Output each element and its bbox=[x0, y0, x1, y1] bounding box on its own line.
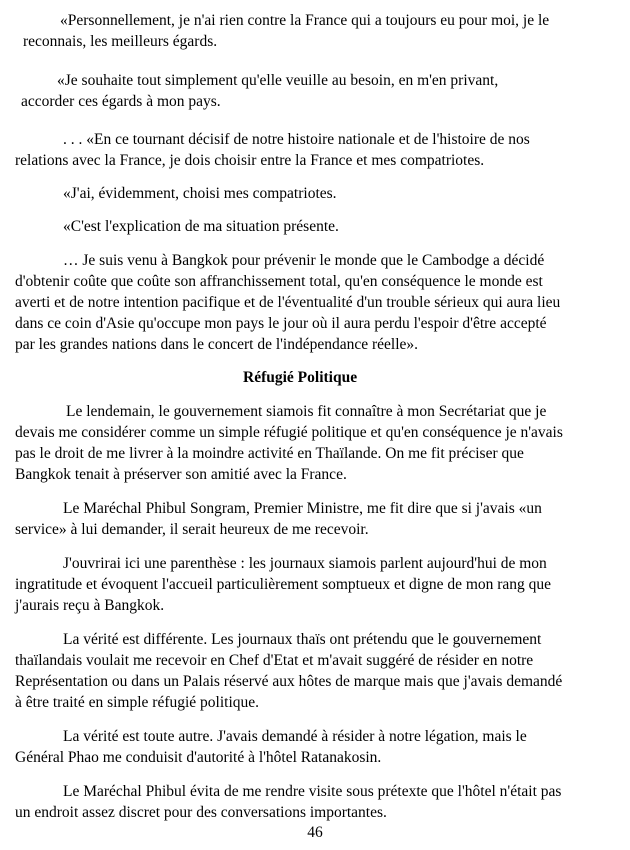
paragraph-1-line-1: «Personnellement, je n'ai rien contre la France qui a toujours eu pour moi, je le bbox=[60, 12, 550, 29]
paragraph-2-line-2: accorder ces égards à mon pays. bbox=[21, 93, 221, 110]
paragraph-8-line-3: pas le droit de me livrer à la moindre activité en Thaïlande. On me fit préciser que bbox=[15, 445, 524, 462]
paragraph-12-line-1: La vérité est toute autre. J'avais demandé à résider à notre légation, mais le bbox=[63, 728, 527, 745]
paragraph-5-line-1: «C'est l'explication de ma situation présente. bbox=[63, 218, 339, 235]
paragraph-4-line-1: «J'ai, évidemment, choisi mes compatriotes. bbox=[63, 185, 337, 202]
paragraph-11-line-4: à être traité en simple réfugié politique. bbox=[15, 694, 260, 711]
paragraph-13-line-2: un endroit assez discret pour des conversations importantes. bbox=[15, 804, 387, 821]
paragraph-6-line-1: … Je suis venu à Bangkok pour prévenir le monde que le Cambodge a décidé bbox=[63, 252, 545, 269]
paragraph-6-line-5: par les grandes nations dans le concert de l'indépendance réelle». bbox=[15, 336, 419, 353]
paragraph-9-line-1: Le Maréchal Phibul Songram, Premier Ministre, me fit dire que si j'avais «un bbox=[63, 500, 542, 517]
paragraph-10-line-3: j'aurais reçu à Bangkok. bbox=[15, 597, 165, 614]
paragraph-3-line-2: relations avec la France, je dois choisir entre la France et mes compatriotes. bbox=[15, 152, 485, 169]
paragraph-11-line-2: thaïlandais voulait me recevoir en Chef d'Etat et m'avait suggéré de résider en notre bbox=[15, 652, 534, 669]
paragraph-9-line-2: service» à lui demander, il serait heureux de me recevoir. bbox=[15, 521, 369, 538]
paragraph-6-line-4: dans ce coin d'Asie qu'occupe mon pays le jour où il aura perdu l'espoir d'être accepté bbox=[15, 315, 547, 332]
paragraph-8-line-2: devais me considérer comme un simple réfugié politique et qu'en conséquence je n'avais bbox=[15, 424, 563, 441]
paragraph-10-line-1: J'ouvrirai ici une parenthèse : les journaux siamois parlent aujourd'hui de mon bbox=[63, 555, 547, 572]
paragraph-1-line-2: reconnais, les meilleurs égards. bbox=[23, 33, 218, 50]
paragraph-10-line-2: ingratitude et évoquent l'accueil particulièrement somptueux et digne de mon rang que bbox=[15, 576, 552, 593]
paragraph-12-line-2: Général Phao me conduisit d'autorité à l'hôtel Ratanakosin. bbox=[15, 749, 382, 766]
page-number: 46 bbox=[307, 824, 323, 841]
paragraph-2-line-1: «Je souhaite tout simplement qu'elle veuille au besoin, en m'en privant, bbox=[57, 72, 499, 89]
paragraph-6-line-2: d'obtenir coûte que coûte son affranchissement total, qu'en conséquence le monde est bbox=[15, 273, 543, 290]
paragraph-11-line-1: La vérité est différente. Les journaux thaïs ont prétendu que le gouvernement bbox=[63, 631, 542, 648]
paragraph-8-line-4: Bangkok tenait à préserver son amitié avec la France. bbox=[15, 466, 347, 483]
section-heading: Réfugié Politique bbox=[243, 369, 358, 386]
paragraph-3-line-1: . . . «En ce tournant décisif de notre histoire nationale et de l'histoire de nos bbox=[63, 131, 530, 148]
paragraph-8-line-1: Le lendemain, le gouvernement siamois fit connaître à mon Secrétariat que je bbox=[66, 403, 547, 420]
paragraph-11-line-3: Représentation ou dans un Palais réservé aux hôtes de marque mais que j'avais demandé bbox=[15, 673, 563, 690]
paragraph-13-line-1: Le Maréchal Phibul évita de me rendre visite sous prétexte que l'hôtel n'était pas bbox=[63, 783, 562, 800]
paragraph-6-line-3: averti et de notre intention pacifique et de l'éventualité d'un trouble sérieux qui aura lieu bbox=[15, 294, 561, 311]
